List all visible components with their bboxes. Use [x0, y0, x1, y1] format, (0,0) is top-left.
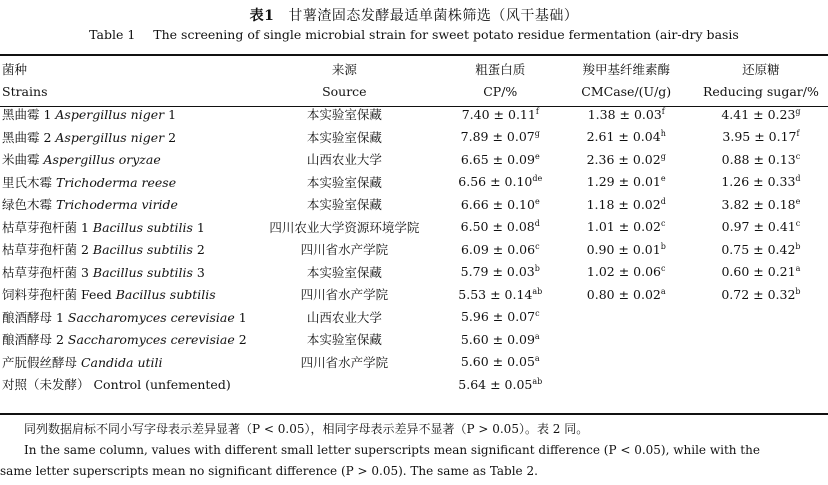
rs-value: 0.88 ± 0.13 — [721, 151, 796, 167]
cmc-cell — [559, 148, 694, 171]
strain-suffix: 2 — [164, 129, 177, 145]
strain-latin: Saccharomyces cerevisiae — [67, 309, 235, 325]
strain-cn: 对照（未发酵） Control (unfemented) — [2, 377, 231, 393]
header-source-en: Source — [322, 84, 367, 99]
source-cell: 本实验室保藏 — [306, 197, 382, 213]
rs-superscript: c — [795, 219, 801, 229]
cp-superscript: e — [534, 196, 540, 206]
strain-cn: 米曲霉 — [2, 152, 44, 168]
strain-latin: Trichoderma reese — [55, 174, 177, 190]
table-title-cn-text: 甘薯渣固态发酵最适单菌株筛选（风干基础） — [288, 8, 579, 24]
header-row-en — [0, 80, 828, 103]
cp-cell — [442, 328, 559, 351]
strain-latin: Bacillus subtilis — [92, 219, 193, 235]
rs-cell — [694, 328, 828, 351]
strain-cell — [0, 103, 247, 126]
source-cell: 四川省水产学院 — [300, 354, 389, 370]
cmc-superscript: h — [660, 129, 666, 139]
cp-superscript: ab — [532, 376, 543, 386]
header-row-cn — [0, 57, 828, 80]
rs-value: 0.60 ± 0.21 — [721, 264, 796, 280]
rs-value: 1.26 ± 0.33 — [721, 174, 796, 190]
strain-latin: Aspergillus oryzae — [43, 152, 161, 168]
rs-superscript: b — [795, 241, 801, 251]
data-table — [0, 57, 828, 396]
cp-value: 5.53 ± 0.14 — [458, 286, 533, 302]
cmc-cell — [559, 238, 694, 261]
strain-latin: Trichoderma viride — [55, 197, 178, 213]
strain-cn: 饲料芽孢杆菌 Feed — [2, 287, 116, 303]
strain-latin: Bacillus subtilis — [92, 264, 193, 280]
rs-cell — [694, 148, 828, 171]
source-cell — [247, 373, 442, 396]
cmc-cell — [559, 306, 694, 329]
strain-cell — [0, 126, 247, 149]
strain-cn: 枯草芽孢杆菌 3 — [2, 264, 93, 280]
strain-cn: 产朊假丝酵母 — [2, 354, 81, 370]
source-cell: 四川省水产学院 — [300, 242, 389, 258]
strain-cn: 酿酒酵母 1 — [2, 309, 68, 325]
cmc-cell — [559, 171, 694, 194]
strain-cell — [0, 238, 247, 261]
cp-cell — [442, 238, 559, 261]
table-row — [0, 126, 828, 149]
strain-latin: Bacillus subtilis — [92, 242, 193, 258]
cmc-cell — [559, 103, 694, 126]
cmc-cell — [559, 283, 694, 306]
strain-cell — [0, 306, 247, 329]
table-row — [0, 328, 828, 351]
source-cell: 本实验室保藏 — [306, 332, 382, 348]
cp-cell — [442, 148, 559, 171]
header-rs-en: Reducing sugar/% — [702, 84, 819, 99]
cmc-cell — [559, 351, 694, 374]
cp-cell — [442, 351, 559, 374]
strain-cell — [0, 351, 247, 374]
cp-value: 6.56 ± 0.10 — [458, 174, 533, 190]
source-cell: 本实验室保藏 — [306, 174, 382, 190]
cp-value: 7.89 ± 0.07 — [460, 129, 535, 145]
cmc-cell — [559, 261, 694, 284]
header-source-cn: 来源 — [331, 61, 357, 77]
rs-cell — [694, 171, 828, 194]
rs-superscript: f — [796, 129, 800, 139]
strain-latin: Bacillus subtilis — [115, 287, 216, 303]
table-title-en-text: The screening of single microbial strain for sweet potato residue fermentation (air-dry basis — [153, 27, 739, 42]
cmc-value: 1.38 ± 0.03 — [587, 106, 662, 122]
cp-superscript: a — [534, 354, 540, 364]
cp-cell — [442, 283, 559, 306]
cp-cell — [442, 216, 559, 239]
strain-latin: Candida utili — [80, 354, 163, 370]
table-row — [0, 216, 828, 239]
cp-cell — [442, 126, 559, 149]
cp-superscript: b — [534, 264, 540, 274]
table-row — [0, 148, 828, 171]
header-cp-en: CP/% — [483, 84, 518, 99]
source-cell: 四川省水产学院 — [300, 287, 389, 303]
cp-cell — [442, 103, 559, 126]
cmc-value: 1.18 ± 0.02 — [586, 196, 661, 212]
cmc-cell — [559, 216, 694, 239]
source-cell: 本实验室保藏 — [306, 264, 382, 280]
strain-latin: Aspergillus niger — [55, 129, 165, 145]
cp-superscript: f — [535, 106, 539, 116]
cmc-value: 1.02 ± 0.06 — [586, 264, 662, 280]
source-cell: 山西农业大学 — [306, 309, 382, 325]
rs-superscript: c — [795, 151, 801, 161]
cp-value: 5.60 ± 0.05 — [460, 354, 535, 370]
cp-value: 6.66 ± 0.10 — [460, 196, 535, 212]
cmc-cell — [559, 193, 694, 216]
cp-value: 6.50 ± 0.08 — [460, 219, 535, 235]
cp-cell — [442, 373, 559, 396]
cmc-superscript: c — [661, 264, 666, 274]
rs-cell — [694, 126, 828, 149]
strain-cn: 里氏木霉 — [2, 174, 56, 190]
cmc-value: 0.80 ± 0.02 — [586, 286, 661, 302]
rs-value: 4.41 ± 0.23 — [721, 106, 796, 122]
cmc-value: 2.36 ± 0.02 — [586, 151, 661, 167]
cmc-superscript: d — [660, 196, 666, 206]
table-number-cn: 表1 — [249, 8, 275, 24]
strain-cell — [0, 216, 247, 239]
rs-cell — [694, 306, 828, 329]
top-rule — [0, 54, 828, 56]
rs-value: 0.72 ± 0.32 — [721, 286, 796, 302]
strain-cell — [0, 328, 247, 351]
rs-superscript: g — [795, 106, 801, 116]
table-row — [0, 238, 828, 261]
cmc-cell — [559, 126, 694, 149]
table-notes — [0, 419, 828, 482]
note-en-line2: same letter superscripts mean no significant difference (P > 0.05). The same as Table 2. — [0, 464, 538, 478]
header-cp-cn: 粗蛋白质 — [475, 61, 526, 77]
cp-value: 7.40 ± 0.11 — [461, 106, 536, 122]
table-row — [0, 283, 828, 306]
table-row — [0, 306, 828, 329]
note-cn: 同列数据肩标不同小写字母表示差异显著（P < 0.05），相同字母表示差异不显著（P > 0.05）。表 2 同。 — [24, 422, 589, 436]
strain-cell — [0, 171, 247, 194]
cp-superscript: g — [534, 129, 540, 139]
cp-value: 5.64 ± 0.05 — [458, 376, 533, 392]
cp-value: 6.09 ± 0.06 — [460, 241, 536, 257]
strain-latin: Saccharomyces cerevisiae — [67, 332, 235, 348]
table-number-en: Table 1 — [89, 27, 136, 42]
rs-cell — [694, 103, 828, 126]
cp-value: 5.60 ± 0.09 — [460, 331, 535, 347]
rs-cell — [694, 351, 828, 374]
strain-cn: 枯草芽孢杆菌 1 — [2, 219, 93, 235]
rs-superscript: a — [795, 264, 801, 274]
rs-value: 3.95 ± 0.17 — [722, 129, 797, 145]
cmc-value: 1.01 ± 0.02 — [586, 219, 662, 235]
cmc-value: 0.90 ± 0.01 — [586, 241, 661, 257]
strain-cell — [0, 283, 247, 306]
bottom-rule — [0, 413, 828, 415]
cmc-superscript: b — [660, 241, 666, 251]
strain-suffix: 2 — [192, 242, 205, 258]
strain-cn: 黑曲霉 1 — [2, 107, 56, 123]
header-strain-en: Strains — [2, 84, 48, 99]
strain-cn: 酿酒酵母 2 — [2, 332, 68, 348]
rs-cell — [694, 216, 828, 239]
rs-value: 0.75 ± 0.42 — [721, 241, 796, 257]
header-cmc-cn: 羧甲基纤维素酶 — [582, 61, 670, 77]
cp-cell — [442, 193, 559, 216]
cp-superscript: c — [535, 309, 540, 319]
strain-cn: 黑曲霉 2 — [2, 129, 56, 145]
source-cell: 本实验室保藏 — [306, 107, 382, 123]
table-title-cn — [0, 5, 828, 25]
cp-value: 5.79 ± 0.03 — [460, 264, 535, 280]
header-strain-cn: 菌种 — [2, 61, 28, 77]
strain-latin: Aspergillus niger — [55, 107, 165, 123]
table-row — [0, 373, 828, 396]
cmc-value: 1.29 ± 0.01 — [586, 174, 661, 190]
note-en-line1: In the same column, values with different small letter superscripts mean significant difference (P < 0.05), while with the — [24, 443, 760, 457]
table-row — [0, 171, 828, 194]
header-rs-cn: 还原糖 — [742, 61, 780, 77]
cmc-value: 2.61 ± 0.04 — [586, 129, 661, 145]
source-cell: 四川农业大学资源环境学院 — [269, 219, 420, 235]
rs-superscript: b — [795, 286, 801, 296]
cmc-superscript: c — [661, 219, 666, 229]
table-row — [0, 351, 828, 374]
strain-cell — [0, 261, 247, 284]
strain-cn: 绿色木霉 — [2, 197, 56, 213]
cmc-superscript: e — [660, 174, 666, 184]
cp-cell — [442, 306, 559, 329]
cp-superscript: d — [534, 219, 540, 229]
cmc-superscript: g — [660, 151, 666, 161]
cp-cell — [442, 171, 559, 194]
cp-value: 6.65 ± 0.09 — [460, 151, 535, 167]
table-row — [0, 261, 828, 284]
rs-cell — [694, 283, 828, 306]
cp-cell — [442, 261, 559, 284]
cmc-cell — [559, 373, 694, 396]
rs-cell — [694, 238, 828, 261]
rs-superscript: d — [795, 174, 801, 184]
strain-cn: 枯草芽孢杆菌 2 — [2, 242, 93, 258]
cp-superscript: a — [534, 331, 540, 341]
rs-cell — [694, 193, 828, 216]
cp-superscript: de — [532, 174, 543, 184]
source-cell: 本实验室保藏 — [306, 129, 382, 145]
table-title-en — [0, 27, 828, 42]
cmc-superscript: a — [660, 286, 666, 296]
strain-cell — [0, 373, 247, 396]
cp-superscript: ab — [532, 286, 543, 296]
cmc-superscript: f — [661, 106, 665, 116]
rs-cell — [694, 261, 828, 284]
table-row — [0, 193, 828, 216]
table-row — [0, 103, 828, 126]
header-cmc-en: CMCase/(U/g) — [581, 84, 672, 99]
cmc-cell — [559, 328, 694, 351]
source-cell: 山西农业大学 — [306, 152, 382, 168]
cp-superscript: c — [535, 241, 540, 251]
strain-suffix: 3 — [192, 264, 205, 280]
strain-cell — [0, 148, 247, 171]
strain-suffix: 1 — [234, 309, 247, 325]
rs-superscript: e — [795, 196, 801, 206]
rs-cell — [694, 373, 828, 396]
rs-value: 3.82 ± 0.18 — [721, 196, 796, 212]
strain-suffix: 1 — [164, 107, 177, 123]
strain-suffix: 1 — [192, 219, 205, 235]
strain-cell — [0, 193, 247, 216]
cp-superscript: e — [534, 151, 540, 161]
strain-suffix: 2 — [234, 332, 247, 348]
cp-value: 5.96 ± 0.07 — [460, 309, 536, 325]
rs-value: 0.97 ± 0.41 — [721, 219, 796, 235]
